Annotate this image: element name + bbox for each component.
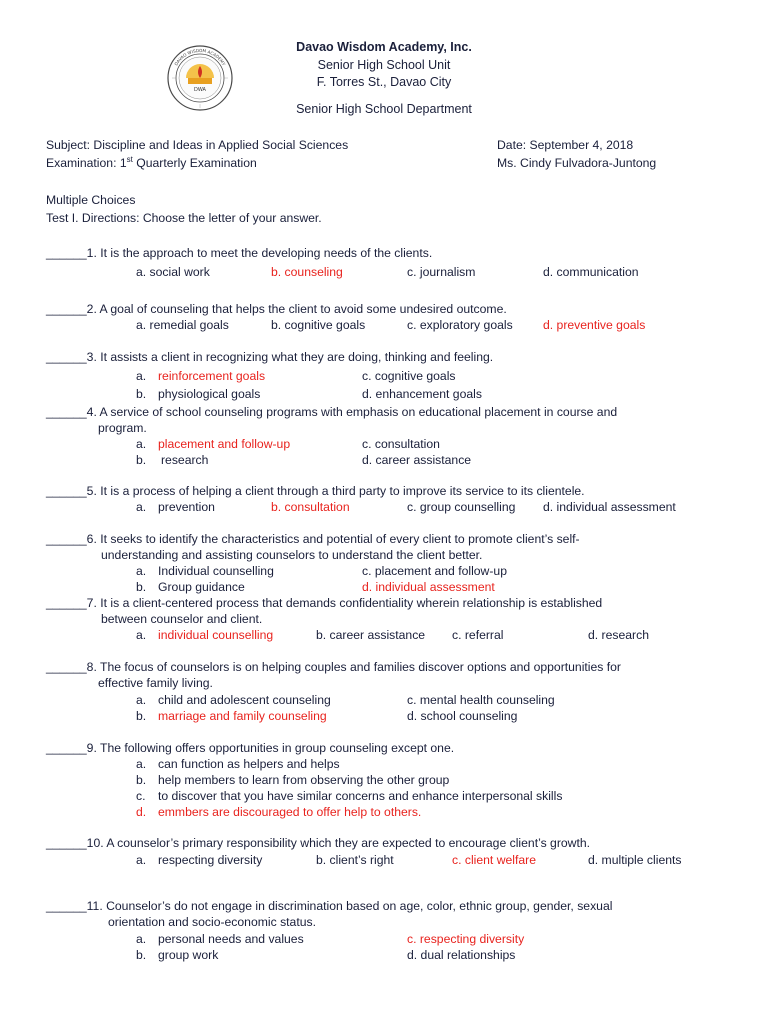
choice: a. remedial goals xyxy=(136,318,229,332)
choice-answer: b. counseling xyxy=(271,265,343,279)
choice: d. multiple clients xyxy=(588,853,682,867)
choice-letter: c. xyxy=(136,789,146,803)
choice: respecting diversity xyxy=(158,853,263,867)
exam-line: Examination: 1st Quarterly Examination xyxy=(46,154,257,170)
choice: a. social work xyxy=(136,265,210,279)
choice: c. journalism xyxy=(407,265,476,279)
choice-letter: b. xyxy=(136,948,147,962)
org-name: Davao Wisdom Academy, Inc. xyxy=(296,40,472,54)
question-stem-cont: between counselor and client. xyxy=(101,612,263,626)
question-stem: ______7. It is a client-centered process that demands confidentiality wherein relationship is established xyxy=(46,596,603,610)
choice: Group guidance xyxy=(158,580,245,594)
choice: c. cognitive goals xyxy=(362,369,456,383)
choice-letter: a. xyxy=(136,564,147,578)
choice-answer: d. individual assessment xyxy=(362,580,495,594)
teacher-line: Ms. Cindy Fulvadora-Juntong xyxy=(497,156,657,170)
choice: can function as helpers and helps xyxy=(158,757,340,771)
choice-answer: d. preventive goals xyxy=(543,318,646,332)
question-stem-cont: program. xyxy=(98,421,147,435)
choice-letter: a. xyxy=(136,693,147,707)
choice-letter: b. xyxy=(136,453,147,467)
subject-line: Subject: Discipline and Ideas in Applied Social Sciences xyxy=(46,138,349,152)
choice: c. consultation xyxy=(362,437,440,451)
question-stem: ______4. A service of school counseling programs with emphasis on educational placement in course and xyxy=(46,405,618,419)
choice: c. group counselling xyxy=(407,500,516,514)
choice: b. client’s right xyxy=(316,853,394,867)
department: Senior High School Department xyxy=(296,102,472,116)
choice-letter: b. xyxy=(136,709,147,723)
choice: group work xyxy=(158,948,219,962)
choice: d. dual relationships xyxy=(407,948,516,962)
question-stem: ______6. It seeks to identify the characteristics and potential of every client to promote client’s self- xyxy=(46,532,580,546)
section-title: Multiple Choices xyxy=(46,193,136,207)
question-stem: ______10. A counselor’s primary responsibility which they are expected to encourage client’s growth. xyxy=(46,836,591,850)
question-stem: ______9. The following offers opportunities in group counseling except one. xyxy=(46,741,455,755)
choice: research xyxy=(161,453,209,467)
choice-answer: emmbers are discouraged to offer help to others. xyxy=(158,805,422,819)
address: F. Torres St., Davao City xyxy=(316,75,452,89)
question-stem: ______5. It is a process of helping a client through a third party to improve its service to its clientele. xyxy=(46,484,585,498)
choice-letter: a. xyxy=(136,853,147,867)
choice-letter: d. xyxy=(136,805,147,819)
choice-answer: b. consultation xyxy=(271,500,350,514)
question-stem: ______2. A goal of counseling that helps the client to avoid some undesired outcome. xyxy=(46,302,507,316)
choice: b. career assistance xyxy=(316,628,426,642)
choice-answer: marriage and family counseling xyxy=(158,709,327,723)
choice: child and adolescent counseling xyxy=(158,693,331,707)
choice-letter: a. xyxy=(136,757,147,771)
choice-letter: b. xyxy=(136,580,147,594)
choice-letter: a. xyxy=(136,500,147,514)
choice-letter: b. xyxy=(136,387,147,401)
question-stem: ______3. It assists a client in recognizing what they are doing, thinking and feeling. xyxy=(46,350,494,364)
choice: Individual counselling xyxy=(158,564,274,578)
choice-letter: a. xyxy=(136,932,147,946)
choice-letter: a. xyxy=(136,628,147,642)
choice-answer: individual counselling xyxy=(158,628,274,642)
choice-answer: c. client welfare xyxy=(452,853,536,867)
choice: c. mental health counseling xyxy=(407,693,555,707)
choice: d. individual assessment xyxy=(543,500,676,514)
choice: personal needs and values xyxy=(158,932,304,946)
svg-text:DWA: DWA xyxy=(194,87,206,93)
choice: b. cognitive goals xyxy=(271,318,366,332)
choice: c. exploratory goals xyxy=(407,318,513,332)
question-stem: ______11. Counselor’s do not engage in discrimination based on age, color, ethnic group, gender, sexual xyxy=(46,899,613,913)
question-stem: ______1. It is the approach to meet the developing needs of the clients. xyxy=(46,246,433,260)
unit-name: Senior High School Unit xyxy=(317,58,451,72)
choice: d. career assistance xyxy=(362,453,472,467)
choice: physiological goals xyxy=(158,387,261,401)
choice: prevention xyxy=(158,500,215,514)
choice-answer: c. respecting diversity xyxy=(407,932,525,946)
choice: help members to learn from observing the other group xyxy=(158,773,450,787)
choice: d. school counseling xyxy=(407,709,518,723)
choice-answer: placement and follow-up xyxy=(158,437,291,451)
choice: d. communication xyxy=(543,265,639,279)
date-line: Date: September 4, 2018 xyxy=(497,138,634,152)
directions: Test I. Directions: Choose the letter of your answer. xyxy=(46,211,322,225)
choice: d. research xyxy=(588,628,649,642)
question-stem: ______8. The focus of counselors is on helping couples and families discover options and opportunities for xyxy=(46,660,621,674)
choice: d. enhancement goals xyxy=(362,387,482,401)
choice-letter: a. xyxy=(136,369,147,383)
choice: to discover that you have similar concerns and enhance interpersonal skills xyxy=(158,789,563,803)
svg-text:DAVAO WISDOM ACADEMY: DAVAO WISDOM ACADEMY xyxy=(173,47,227,67)
question-stem-cont: understanding and assisting counselors to understand the client better. xyxy=(101,548,483,562)
question-stem-cont: effective family living. xyxy=(98,676,213,690)
question-stem-cont: orientation and socio-economic status. xyxy=(108,915,316,929)
choice-answer: reinforcement goals xyxy=(158,369,266,383)
choice-letter: b. xyxy=(136,773,147,787)
choice-letter: a. xyxy=(136,437,147,451)
choice: c. referral xyxy=(452,628,504,642)
choice: c. placement and follow-up xyxy=(362,564,507,578)
